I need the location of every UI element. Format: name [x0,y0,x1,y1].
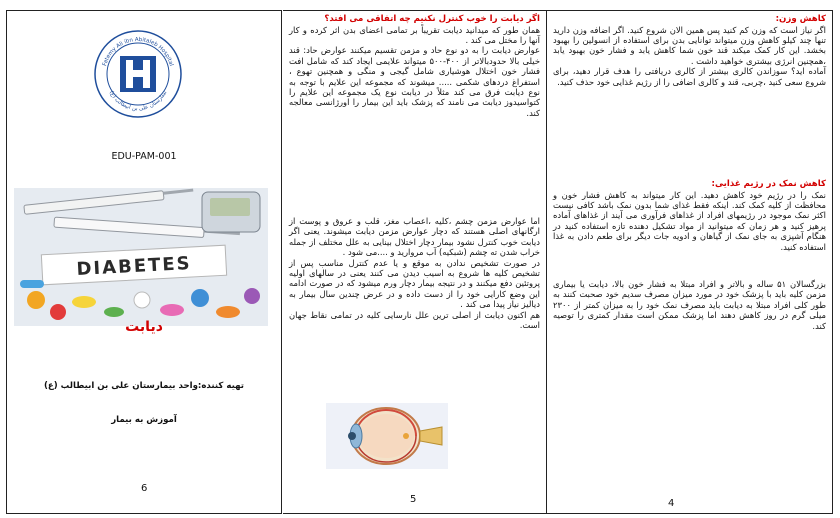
salt-reduction-section [553,179,826,252]
diabetes-cover-image [14,188,268,326]
right-panel [547,10,833,514]
weight-loss-section [553,14,826,87]
complications-paragraph-3: اما عوارض مزمن چشم ،کلیه ،اعصاب مغز، قلب و عروق و پوست از ارگانهای اصلی هستند که دچار عوارض مزمن دیابت میشوند. یعنی اگر دیابت خوب کنترل نشود بیمار دچار اختلال بینایی به علل مختلف از جمله خراب شدن ته چشم (شبکیه) آب مروارید و ....می شود . [289,216,540,258]
logo-top-text: Fatemy Ali ibn Abitaleb Hospital [102,36,174,67]
salt-reduction-paragraph-1: نمک را در رژیم خود کاهش دهید. این کار میتواند به کاهش فشار خون و محافظت از کلیه کمک کند. اینکه فقط غذای شما بدون نمک باشد کافی نیست اکثر نمک موجود در رژیمهای افراد از غذاهای فرآوری می آیند از غذاهای آماده پرهیز کنید و هر زمان که میتوانید از مواد تشکیل دهنده تازه استفاده کنید در هنگام آشپزی به جای نمک از گیاهان و ادویه جات دیگر برای طعم دادن به غذا استفاده کنید. [553,189,826,252]
complications-paragraph-4: در صورت تشخیص ندادن به موقع و یا عدم کنترل مناسب پس از تشخیص کلیه ها شروع به اسیب دیدن می کنند یعنی در سالهای اولیه پروتئین دفع میکنند و در نتیجه بیمار دچار ورم میشود که در صورت ادامه این وضع کارایی خود را از دست داده و در عرض چندین سال بیمار به دیالیز نیاز پیدا می کند . [289,257,540,310]
complications-paragraph-5: هم اکنون دیابت از اصلی ترین علل نارسایی کلیه در تمامی نقاط جهان است. [289,309,540,331]
middle-panel [283,10,547,514]
page-number-4: 4 [668,498,675,509]
salt-reduction-paragraph-2: بزرگسالان ۵۱ ساله و بالاتر و افراد مبتلا به فشار خون بالا، دیابت یا بیماری مزمن کلیه باید با پزشک خود در مورد میزان مصرف سدیم خود صحبت کنند به طور کلی افراد مبتلا به دیابت باید مصرف نمک خود را به میزان کمتر از ۲۳۰۰ میلی گرم در روز کاهش دهند اما پزشک ممکن است مقدار کمتری را توصیه کند. [553,279,826,331]
hospital-logo [93,29,183,119]
page-number-6: 6 [141,483,148,494]
cover-image-label: DIABETES [76,252,193,280]
prepared-by: تهیه کننده:واحد بیمارستان علی بن ابیطالب (ع) [43,381,245,391]
weight-loss-paragraph-1: اگر نیاز است که وزن کم کنید پس همین الان شروع کنید. اگر اضافه وزن دارید تنها چند کیلو کاهش وزن میتواند توانایی بدن برای استفاده از انسولین را بهبود بخشد. این کار کمک میکند قند خون شما کاهش یابد و فشار خون بهبود یابد ،همچنین انرژی بیشتری خواهید داشت . [553,24,826,66]
salt-reduction-heading: کاهش نمک در رژیم غذایی: [711,179,826,189]
logo-bottom-text: بیمارستان علی بن ابیطالب (ع) [107,90,169,113]
weight-loss-heading: کاهش وزن: [775,14,826,24]
complications-heading: اگر دیابت را خوب کنترل نکنیم چه اتفاقی می افتد؟ [324,14,540,24]
complications-section-bottom [289,216,540,330]
page-number-5: 5 [410,494,417,505]
cover-panel [6,10,282,514]
document-code: EDU-PAM-001 [111,151,177,162]
weight-loss-paragraph-2: آماده اید؟ سوزاندن کالری بیشتر از کالری دریافتی را هدف قرار دهید، برای شروع سعی کنید ،چربی، قند و کالری اضافی را از رژیم غذایی خود حذف کنید. [553,66,826,87]
sodium-advice-section [553,279,826,331]
complications-paragraph-2: عوارض دیابت را به دو نوع حاد و مزمن تقسیم میکنند عوارض حاد: قند خیلی بالا حدودبالاتر از ۴۰۰-۵۰۰ میتواند علایمی ایجاد کند که شامل افت فشار خون اختلال هوشیاری شامل گیجی و منگی و همچنین تهوع ، استفراغ دردهای شکمی ..... میشوند که مجموعه این علایم با توجه به نوع دیابت فرق می کند مثلاً در دیابت نوع یک مجموعه این علایم را کتواسیدوز دیابت می نامند که پزشک باید این بیمار را اورژانسی معالجه کند. [289,45,540,118]
patient-education-label: آموزش به بیمار [111,415,177,425]
cover-title: دیابت [125,319,163,335]
eye-anatomy-image [326,403,448,469]
complications-section-top [289,14,540,118]
complications-paragraph-1: همان طور که میدانید دیابت تقریباً بر تمامی اعضای بدن اثر کرده و کار آنها را مختل می کند . [289,24,540,45]
